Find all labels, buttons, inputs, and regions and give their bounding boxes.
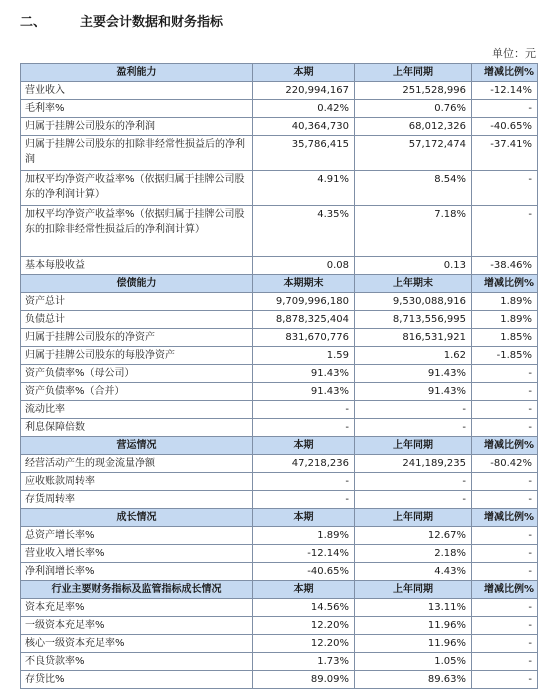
previous-value: 7.18%: [355, 206, 472, 257]
row-label: 归属于挂牌公司股东的净利润: [21, 118, 253, 136]
header-category: 偿债能力: [21, 275, 253, 293]
change-value: -: [472, 100, 538, 118]
current-value: -: [253, 401, 355, 419]
previous-value: 241,189,235: [355, 455, 472, 473]
current-value: 12.20%: [253, 617, 355, 635]
current-value: 220,994,167: [253, 82, 355, 100]
row-label: 营业收入增长率%: [21, 545, 253, 563]
header-previous: 上年同期: [355, 581, 472, 599]
current-value: 0.42%: [253, 100, 355, 118]
table-body: [21, 64, 538, 689]
current-value: -12.14%: [253, 545, 355, 563]
row-label: 营业收入: [21, 82, 253, 100]
previous-value: 0.76%: [355, 100, 472, 118]
previous-value: 13.11%: [355, 599, 472, 617]
current-value: 8,878,325,404: [253, 311, 355, 329]
table-row: [21, 671, 538, 689]
row-label: 净利润增长率%: [21, 563, 253, 581]
current-value: 12.20%: [253, 635, 355, 653]
row-label: 毛利率%: [21, 100, 253, 118]
previous-value: 2.18%: [355, 545, 472, 563]
row-label: 归属于挂牌公司股东的净资产: [21, 329, 253, 347]
header-category: 盈利能力: [21, 64, 253, 82]
header-category: 成长情况: [21, 509, 253, 527]
change-value: -40.65%: [472, 118, 538, 136]
header-change: 增减比例%: [472, 275, 538, 293]
row-label: 资产总计: [21, 293, 253, 311]
table-row: [21, 563, 538, 581]
change-value: -: [472, 563, 538, 581]
change-value: -: [472, 365, 538, 383]
row-label: 归属于挂牌公司股东的扣除非经常性损益后的净利润: [21, 136, 253, 171]
table-row: [21, 653, 538, 671]
current-value: 0.08: [253, 257, 355, 275]
table-row: [21, 617, 538, 635]
change-value: -37.41%: [472, 136, 538, 171]
header-category: 行业主要财务指标及监管指标成长情况: [21, 581, 253, 599]
table-row: [21, 401, 538, 419]
row-label: 核心一级资本充足率%: [21, 635, 253, 653]
row-label: 一级资本充足率%: [21, 617, 253, 635]
current-value: 9,709,996,180: [253, 293, 355, 311]
table-row: [21, 491, 538, 509]
table-row: [21, 206, 538, 257]
header-previous: 上年同期: [355, 437, 472, 455]
header-change: 增减比例%: [472, 509, 538, 527]
current-value: 1.89%: [253, 527, 355, 545]
change-value: -: [472, 545, 538, 563]
table-row: [21, 347, 538, 365]
change-value: -: [472, 206, 538, 257]
current-value: 4.91%: [253, 171, 355, 206]
header-change: 增减比例%: [472, 581, 538, 599]
header-change: 增减比例%: [472, 64, 538, 82]
table-row: [21, 82, 538, 100]
previous-value: 1.05%: [355, 653, 472, 671]
change-value: -1.85%: [472, 347, 538, 365]
current-value: -: [253, 473, 355, 491]
section-header-row: [21, 509, 538, 527]
previous-value: 91.43%: [355, 383, 472, 401]
row-label: 存贷比%: [21, 671, 253, 689]
current-value: 91.43%: [253, 365, 355, 383]
current-value: 4.35%: [253, 206, 355, 257]
change-value: -: [472, 653, 538, 671]
section-number: 二、: [20, 15, 47, 30]
table-row: [21, 136, 538, 171]
row-label: 加权平均净资产收益率%（依据归属于挂牌公司股东的净利润计算）: [21, 171, 253, 206]
table-row: [21, 118, 538, 136]
previous-value: 0.13: [355, 257, 472, 275]
previous-value: 11.96%: [355, 617, 472, 635]
change-value: -: [472, 635, 538, 653]
row-label: 加权平均净资产收益率%（依据归属于挂牌公司股东的扣除非经常性损益后的净利润计算）: [21, 206, 253, 257]
header-current: 本期: [253, 437, 355, 455]
header-change: 增减比例%: [472, 437, 538, 455]
table-row: [21, 599, 538, 617]
previous-value: 12.67%: [355, 527, 472, 545]
current-value: 14.56%: [253, 599, 355, 617]
row-label: 流动比率: [21, 401, 253, 419]
change-value: -: [472, 599, 538, 617]
row-label: 归属于挂牌公司股东的每股净资产: [21, 347, 253, 365]
header-previous: 上年同期: [355, 64, 472, 82]
current-value: 91.43%: [253, 383, 355, 401]
previous-value: 1.62: [355, 347, 472, 365]
row-label: 资产负债率%（母公司）: [21, 365, 253, 383]
current-value: 47,218,236: [253, 455, 355, 473]
header-previous: 上年期末: [355, 275, 472, 293]
change-value: -: [472, 527, 538, 545]
change-value: -: [472, 671, 538, 689]
previous-value: 816,531,921: [355, 329, 472, 347]
row-label: 总资产增长率%: [21, 527, 253, 545]
change-value: -: [472, 491, 538, 509]
previous-value: 91.43%: [355, 365, 472, 383]
table-row: [21, 473, 538, 491]
header-current: 本期: [253, 509, 355, 527]
section-header-row: [21, 275, 538, 293]
previous-value: 68,012,326: [355, 118, 472, 136]
previous-value: -: [355, 401, 472, 419]
row-label: 利息保障倍数: [21, 419, 253, 437]
current-value: -40.65%: [253, 563, 355, 581]
change-value: -: [472, 383, 538, 401]
table-row: [21, 383, 538, 401]
table-row: [21, 455, 538, 473]
change-value: 1.89%: [472, 311, 538, 329]
previous-value: -: [355, 473, 472, 491]
previous-value: 4.43%: [355, 563, 472, 581]
previous-value: -: [355, 491, 472, 509]
current-value: 35,786,415: [253, 136, 355, 171]
current-value: 1.59: [253, 347, 355, 365]
previous-value: 89.63%: [355, 671, 472, 689]
row-label: 资本充足率%: [21, 599, 253, 617]
change-value: 1.89%: [472, 293, 538, 311]
change-value: -: [472, 419, 538, 437]
previous-value: 9,530,088,916: [355, 293, 472, 311]
row-label: 基本每股收益: [21, 257, 253, 275]
previous-value: 8.54%: [355, 171, 472, 206]
change-value: -80.42%: [472, 455, 538, 473]
row-label: 存货周转率: [21, 491, 253, 509]
table-row: [21, 100, 538, 118]
table-row: [21, 419, 538, 437]
previous-value: -: [355, 419, 472, 437]
current-value: -: [253, 491, 355, 509]
change-value: -: [472, 473, 538, 491]
change-value: -12.14%: [472, 82, 538, 100]
section-header-row: [21, 581, 538, 599]
table-row: [21, 329, 538, 347]
current-value: 89.09%: [253, 671, 355, 689]
current-value: 40,364,730: [253, 118, 355, 136]
header-current: 本期: [253, 581, 355, 599]
previous-value: 251,528,996: [355, 82, 472, 100]
table-row: [21, 171, 538, 206]
table-row: [21, 527, 538, 545]
row-label: 不良贷款率%: [21, 653, 253, 671]
change-value: -: [472, 401, 538, 419]
row-label: 应收账款周转率: [21, 473, 253, 491]
row-label: 资产负债率%（合并）: [21, 383, 253, 401]
unit-label: 单位：元: [492, 47, 536, 60]
header-current: 本期期末: [253, 275, 355, 293]
previous-value: 11.96%: [355, 635, 472, 653]
table-row: [21, 293, 538, 311]
table-row: [21, 635, 538, 653]
previous-value: 8,713,556,995: [355, 311, 472, 329]
section-header-row: [21, 64, 538, 82]
section-title: 主要会计数据和财务指标: [80, 15, 224, 30]
change-value: -: [472, 171, 538, 206]
change-value: -38.46%: [472, 257, 538, 275]
change-value: 1.85%: [472, 329, 538, 347]
table-row: [21, 365, 538, 383]
table-row: [21, 257, 538, 275]
current-value: -: [253, 419, 355, 437]
current-value: 1.73%: [253, 653, 355, 671]
section-heading: [8, 8, 548, 30]
financial-indicators-table: [20, 63, 538, 689]
current-value: 831,670,776: [253, 329, 355, 347]
table-row: [21, 311, 538, 329]
section-header-row: [21, 437, 538, 455]
header-category: 营运情况: [21, 437, 253, 455]
row-label: 负债总计: [21, 311, 253, 329]
change-value: -: [472, 617, 538, 635]
row-label: 经营活动产生的现金流量净额: [21, 455, 253, 473]
table-row: [21, 545, 538, 563]
header-previous: 上年同期: [355, 509, 472, 527]
header-current: 本期: [253, 64, 355, 82]
previous-value: 57,172,474: [355, 136, 472, 171]
